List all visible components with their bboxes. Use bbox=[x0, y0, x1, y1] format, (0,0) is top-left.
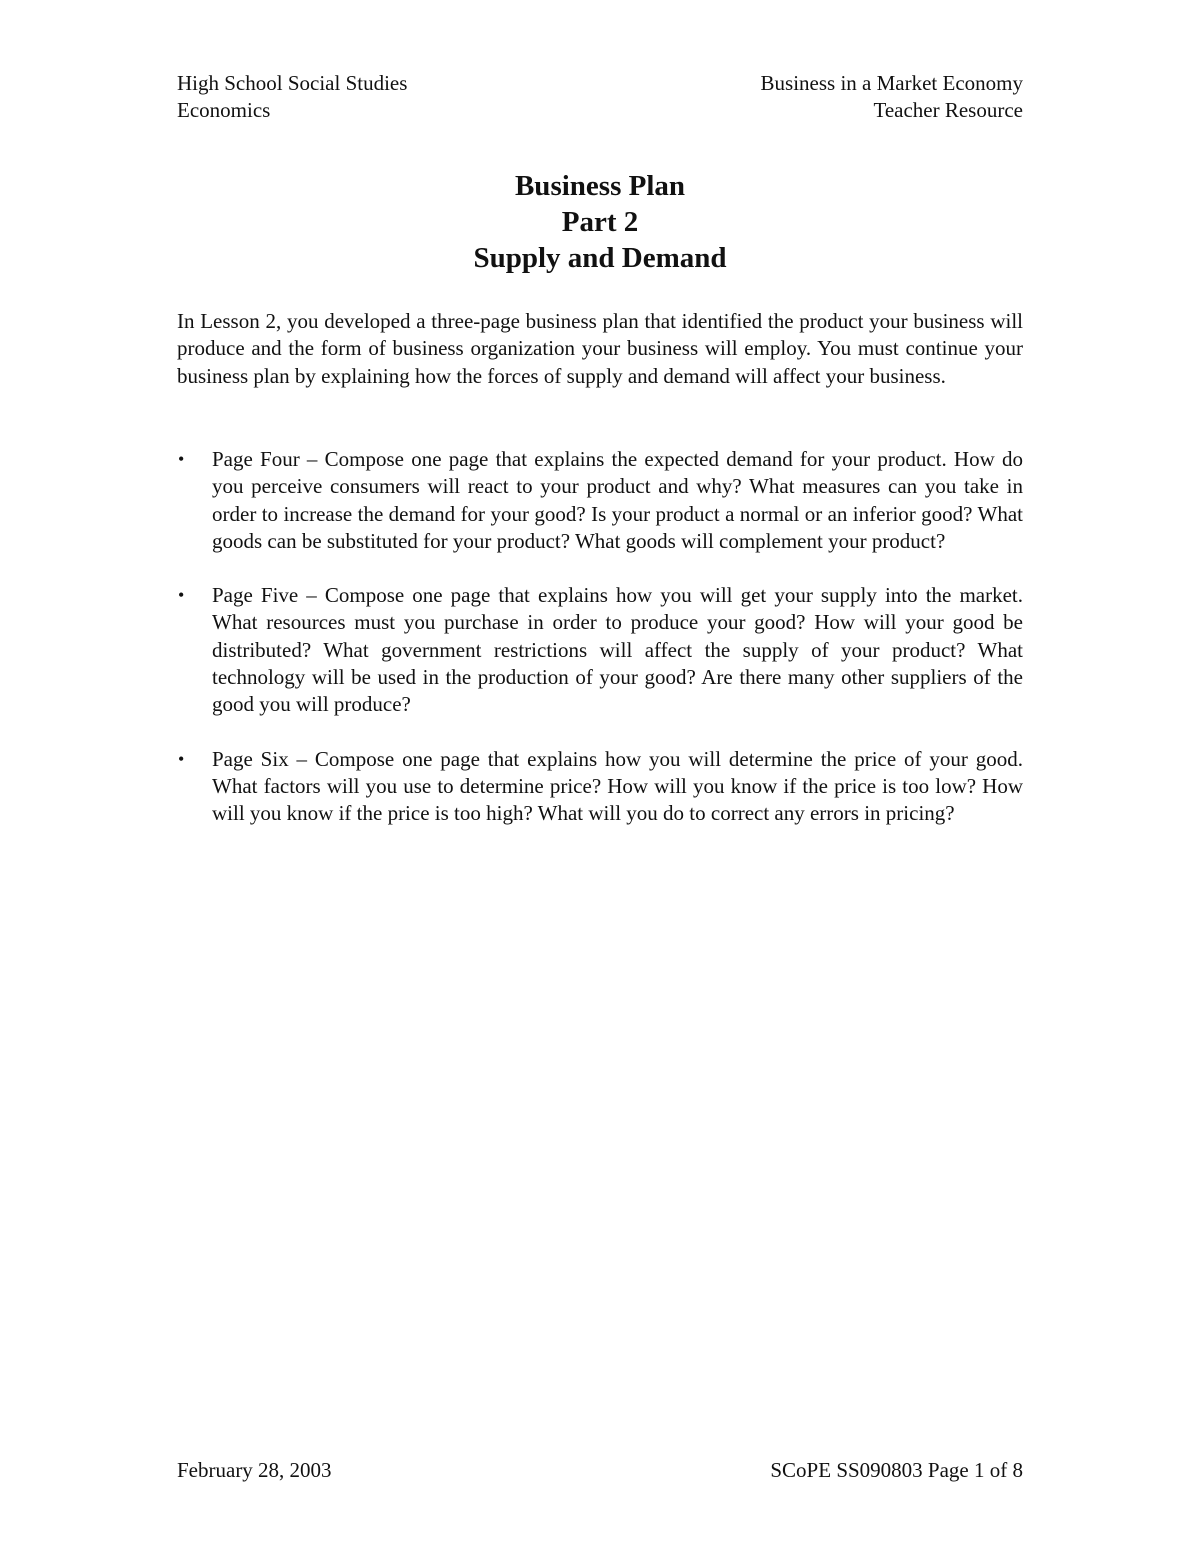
title-line-2: Part 2 bbox=[561, 206, 639, 238]
footer-date: February 28, 2003 bbox=[177, 1458, 332, 1482]
bullet-text-page-four: Page Four – Compose one page that explains the expected demand for your product. How do you perceive consumers will react to your product and why? What measures can you take in order to increase the demand for your good? Is your product a normal or an inferior good? What goods can be substituted for your product? What goods will complement your product? bbox=[212, 447, 1023, 553]
title-line-3: Supply and Demand bbox=[473, 242, 727, 274]
header-course: High School Social Studies bbox=[177, 71, 408, 95]
intro-paragraph: In Lesson 2, you developed a three-page business plan that identified the product your business will produce and the form of business organization your business will employ. You must continue your business plan by explaining how the forces of supply and demand will affect your business. bbox=[177, 309, 1023, 388]
bullet-icon: • bbox=[178, 449, 185, 469]
bullet-text-page-five: Page Five – Compose one page that explains how you will get your supply into the market. What resources must you purchase in order to produce your good? How will your good be distributed? What government restrictions will affect the supply of your product? What technology will be used in the production of your good? Are there many other suppliers of the good you will produce? bbox=[212, 583, 1023, 717]
title-line-1: Business Plan bbox=[514, 170, 686, 202]
list-item bbox=[177, 582, 1023, 718]
bullet-icon: • bbox=[178, 748, 185, 769]
bullet-list bbox=[177, 446, 1023, 855]
header-right bbox=[761, 70, 1023, 124]
footer-page-reference: SCoPE SS090803 Page 1 of 8 bbox=[770, 1458, 1023, 1482]
bullet-text-page-six: Page Six – Compose one page that explains how you will determine the price of your good. What factors will you use to determine price? How will you know if the price is too low? How will you know if the price is too high? What will you do to correct any errors in pricing? bbox=[212, 746, 1023, 826]
document-title bbox=[177, 168, 1023, 276]
header-left bbox=[177, 70, 407, 124]
header-unit: Business in a Market Economy bbox=[760, 71, 1023, 95]
bullet-icon: • bbox=[178, 585, 185, 606]
header-subject: Economics bbox=[177, 98, 271, 122]
list-item bbox=[177, 446, 1023, 555]
list-item bbox=[177, 746, 1023, 828]
header-resource-type: Teacher Resource bbox=[873, 98, 1023, 122]
